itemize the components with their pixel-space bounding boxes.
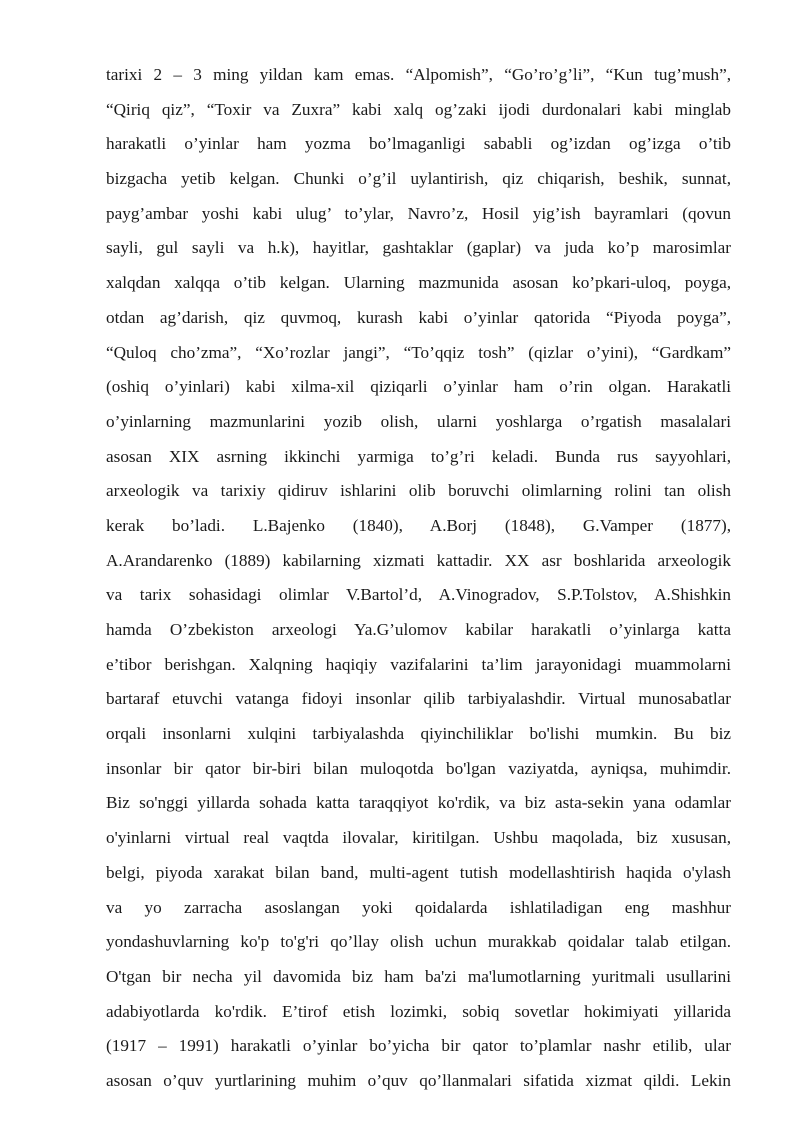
text-line: bizgacha yetib kelgan. Chunki o’g’il uylantirish, qiz chiqarish, beshik, sunnat, (106, 169, 731, 189)
text-line: bartaraf etuvchi vatanga fidoyi insonlar qilib tarbiyalashdir. Virtual munosabatlar (106, 689, 731, 709)
text-line: payg’ambar yoshi kabi ulug’ to’ylar, Navro’z, Hosil yig’ish bayramlari (qovun (106, 203, 731, 223)
text-line: e’tibor berishgan. Xalqning haqiqiy vazifalarini ta’lim jarayonidagi muammolarni (106, 654, 731, 674)
text-line: harakatli o’yinlar ham yozma bo’lmaganligi sababli og’izdan og’izga o’tib (106, 134, 731, 154)
text-line: xalqdan xalqqa o’tib kelgan. Ularning mazmunida asosan ko’pkari-uloq, poyga, (106, 273, 731, 293)
text-line: asosan o’quv yurtlarining muhim o’quv qo’llanmalari sifatida xizmat qildi. Lekin (106, 1070, 731, 1090)
text-line: hamda O’zbekiston arxeologi Ya.G’ulomov kabilar harakatli o’yinlarga katta (106, 620, 731, 639)
text-line: va tarix sohasidagi olimlar V.Bartol’d, A.Vinogradov, S.P.Tolstov, A.Shishkin (106, 585, 731, 605)
text-line: arxeologik va tarixiy qidiruv ishlarini olib boruvchi olimlarning rolini tan olish (106, 481, 731, 501)
text-line: “Qiriq qiz”, “Toxir va Zuxra” kabi xalq og’zaki ijodi durdonalari kabi minglab (106, 99, 731, 119)
text-line: yondashuvlarning ko'p to'g'ri qo’llay olish uchun murakkab qoidalar talab etilgan. (106, 932, 731, 952)
text-line: adabiyotlarda ko'rdik. E’tirof etish lozimki, sobiq sovetlar hokimiyati yillarida (106, 1001, 731, 1021)
text-line: orqali insonlarni xulqini tarbiyalashda qiyinchiliklar bo'lishi mumkin. Bu biz (106, 724, 731, 744)
text-line: sayli, gul sayli va h.k), hayitlar, gashtaklar (gaplar) va juda ko’p marosimlar (106, 238, 731, 258)
text-line: O'tgan bir necha yil davomida biz ham ba'zi ma'lumotlarning yuritmali usullarini (106, 966, 731, 986)
text-line: belgi, piyoda xarakat bilan band, multi-agent tutish modellashtirish haqida o'ylash (106, 862, 731, 882)
text-line: “Quloq cho’zma”, “Xo’rozlar jangi”, “To’qqiz tosh” (qizlar o’yini), “Gardkam” (106, 342, 731, 362)
text-line: (1917 – 1991) harakatli o’yinlar bo’yicha bir qator to’plamlar nashr etilib, ular (106, 1036, 731, 1056)
text-line: kerak bo’ladi. L.Bajenko (1840), A.Borj (1848), G.Vamper (1877), (106, 515, 731, 535)
text-line: va yo zarracha asoslangan yoki qoidalarda ishlatiladigan eng mashhur (106, 897, 731, 917)
body-paragraph (106, 58, 731, 1099)
text-line: (oshiq o’yinlari) kabi xilma-xil qiziqarli o’yinlar ham o’rin olgan. Harakatli (106, 377, 731, 397)
text-line: insonlar bir qator bir-biri bilan muloqotda bo'lgan vaziyatda, ayniqsa, muhimdir. (106, 758, 731, 778)
text-line: otdan ag’darish, qiz quvmoq, kurash kabi o’yinlar qatorida “Piyoda poyga”, (106, 307, 731, 327)
text-line: o'yinlarni virtual real vaqtda ilovalar, kiritilgan. Ushbu maqolada, biz xususan, (106, 828, 731, 848)
text-line: asosan XIX asrning ikkinchi yarmiga to’g’ri keladi. Bunda rus sayyohlari, (106, 446, 731, 466)
text-line: A.Arandarenko (1889) kabilarning xizmati kattadir. XX asr boshlarida arxeologik (106, 550, 731, 570)
text-line: Biz so'nggi yillarda sohada katta taraqqiyot ko'rdik, va biz asta-sekin yana odamlar (106, 793, 731, 813)
text-line: o’yinlarning mazmunlarini yozib olish, ularni yoshlarga o’rgatish masalalari (106, 411, 731, 431)
text-line: tarixi 2 – 3 ming yildan kam emas. “Alpomish”, “Go’ro’g’li”, “Kun tug’mush”, (106, 65, 731, 84)
